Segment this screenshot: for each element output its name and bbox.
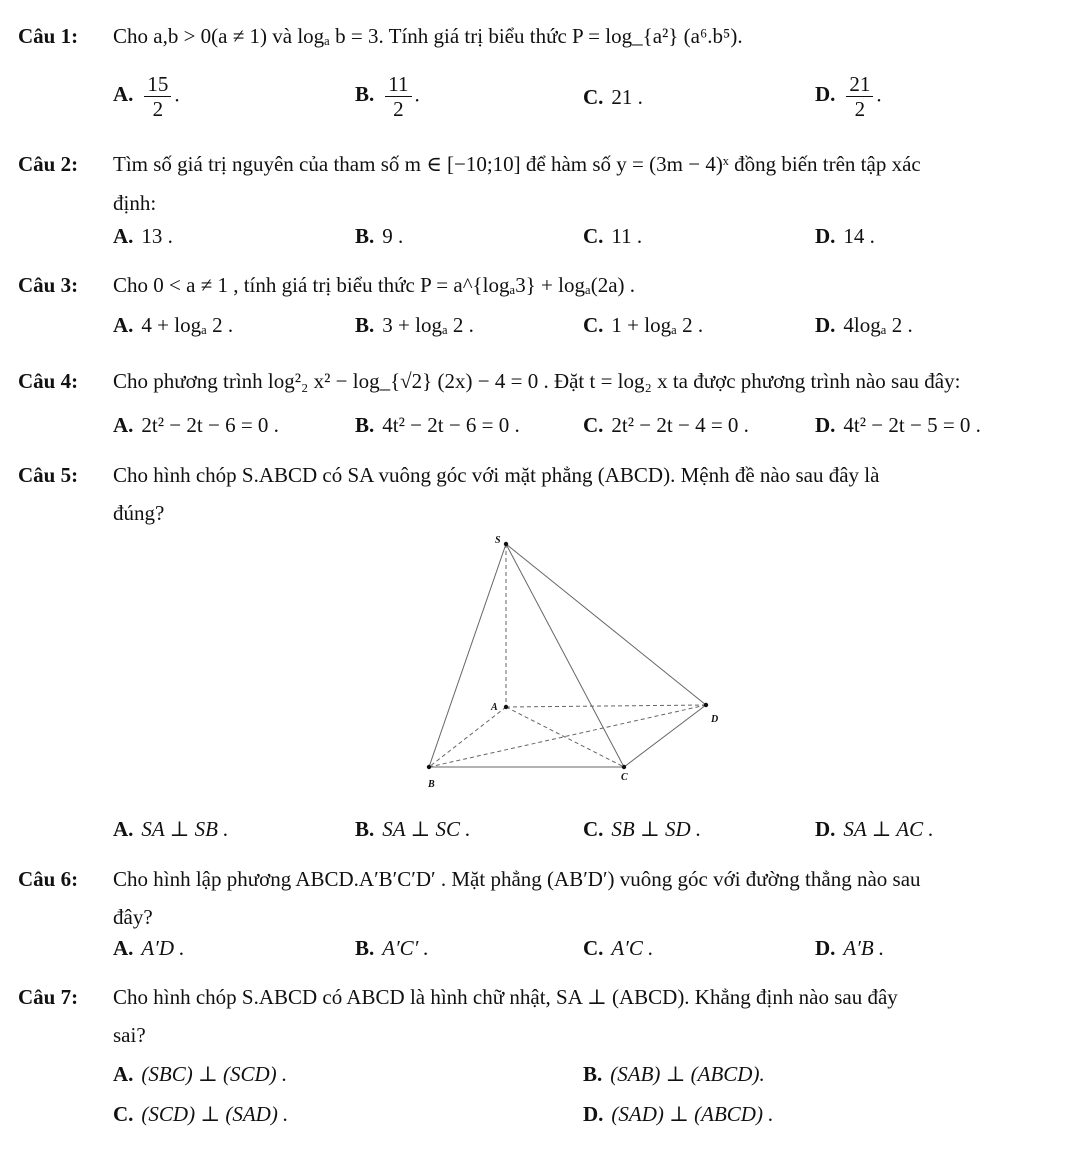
q1-label: Câu 1: [18, 24, 79, 48]
q6-text-cont: đây? [113, 905, 153, 929]
q5-text: Cho hình chóp S.ABCD có SA vuông góc với mặt phẳng (ABCD). Mệnh đề nào sau đây là [113, 463, 880, 487]
q6-option-b: B. A′C′ . [355, 936, 429, 960]
q2-option-d: D. 14 . [815, 224, 875, 248]
q5-label: Câu 5: [18, 463, 79, 487]
q1-text: Cho a,b > 0(a ≠ 1) và logₐ b = 3. Tính giá trị biểu thức P = log_{a²} (a⁶.b⁵). [113, 24, 743, 48]
q5-text-cont: đúng? [113, 501, 165, 525]
q5-option-c: C. SB ⊥ SD . [583, 817, 702, 841]
q2-text: Tìm số giá trị nguyên của tham số m ∈ [−10;10] để hàm số y = (3m − 4)ˣ đồng biến trên tập xác [113, 152, 921, 176]
label-D: D [711, 714, 719, 725]
q1-option-b: B. $\frac{11}{2}$ . [355, 72, 420, 121]
q4-text: Cho phương trình log²₂ x² − log_{√2} (2x) − 4 = 0 . Đặt t = log₂ x ta được phương trình nào sau đây: [113, 369, 961, 393]
point-D [704, 703, 708, 707]
q3-option-b: B. 3 + logₐ 2 . [355, 313, 474, 337]
q5-option-a: A. SA ⊥ SB . [113, 817, 229, 841]
q7-text: Cho hình chóp S.ABCD có ABCD là hình chữ nhật, SA ⊥ (ABCD). Khẳng định nào sau đây [113, 985, 898, 1009]
q7-option-a: A. (SBC) ⊥ (SCD) . [113, 1062, 288, 1086]
label-B: B [428, 779, 435, 788]
pyramid-figure [410, 528, 740, 788]
q7-text-cont: sai? [113, 1023, 146, 1047]
q7-label: Câu 7: [18, 985, 79, 1009]
q3-option-d: D. 4logₐ 2 . [815, 313, 913, 337]
q6-option-d: D. A′B . [815, 936, 885, 960]
q1-option-c: C. 21 . [583, 85, 643, 109]
q6-label: Câu 6: [18, 867, 79, 891]
q4-label: Câu 4: [18, 369, 79, 393]
q5-option-b: B. SA ⊥ SC . [355, 817, 471, 841]
q5-option-d: D. SA ⊥ AC . [815, 817, 934, 841]
q2-option-c: C. 11 . [583, 224, 643, 248]
point-B [427, 765, 431, 769]
edge-SC [506, 544, 624, 767]
q2-label: Câu 2: [18, 152, 79, 176]
label-C: C [621, 772, 628, 783]
q4-option-c: C. 2t² − 2t − 4 = 0 . [583, 413, 749, 437]
edge-SD [506, 544, 706, 705]
q3-label: Câu 3: [18, 273, 79, 297]
point-C [622, 765, 626, 769]
q3-text: Cho 0 < a ≠ 1 , tính giá trị biểu thức P = a^{logₐ3} + logₐ(2a) . [113, 273, 636, 297]
q7-option-b: B. (SAB) ⊥ (ABCD). [583, 1062, 765, 1086]
edge-SB [429, 544, 506, 767]
label-A: A [491, 702, 498, 713]
point-A [504, 705, 508, 709]
diag-AC [506, 707, 624, 767]
label-S: S [495, 535, 501, 546]
q6-option-c: C. A′C . [583, 936, 654, 960]
q7-option-d: D. (SAD) ⊥ (ABCD) . [583, 1102, 774, 1126]
q4-option-a: A. 2t² − 2t − 6 = 0 . [113, 413, 279, 437]
q1-option-a: A. $\frac{15}{2}$ . [113, 72, 180, 121]
q1-option-d: D. $\frac{21}{2}$ . [815, 72, 882, 121]
q2-option-b: B. 9 . [355, 224, 404, 248]
q4-option-d: D. 4t² − 2t − 5 = 0 . [815, 413, 981, 437]
q7-option-c: C. (SCD) ⊥ (SAD) . [113, 1102, 289, 1126]
q6-option-a: A. A′D . [113, 936, 185, 960]
q2-text-cont: định: [113, 191, 157, 215]
q6-text: Cho hình lập phương ABCD.A′B′C′D′ . Mặt phẳng (AB′D′) vuông góc với đường thẳng nào sau [113, 867, 921, 891]
q3-option-a: A. 4 + logₐ 2 . [113, 313, 234, 337]
edge-AB [429, 707, 506, 767]
q3-option-c: C. 1 + logₐ 2 . [583, 313, 704, 337]
point-S [504, 542, 508, 546]
q2-option-a: A. 13 . [113, 224, 173, 248]
q4-option-b: B. 4t² − 2t − 6 = 0 . [355, 413, 520, 437]
edge-AD [506, 705, 706, 707]
